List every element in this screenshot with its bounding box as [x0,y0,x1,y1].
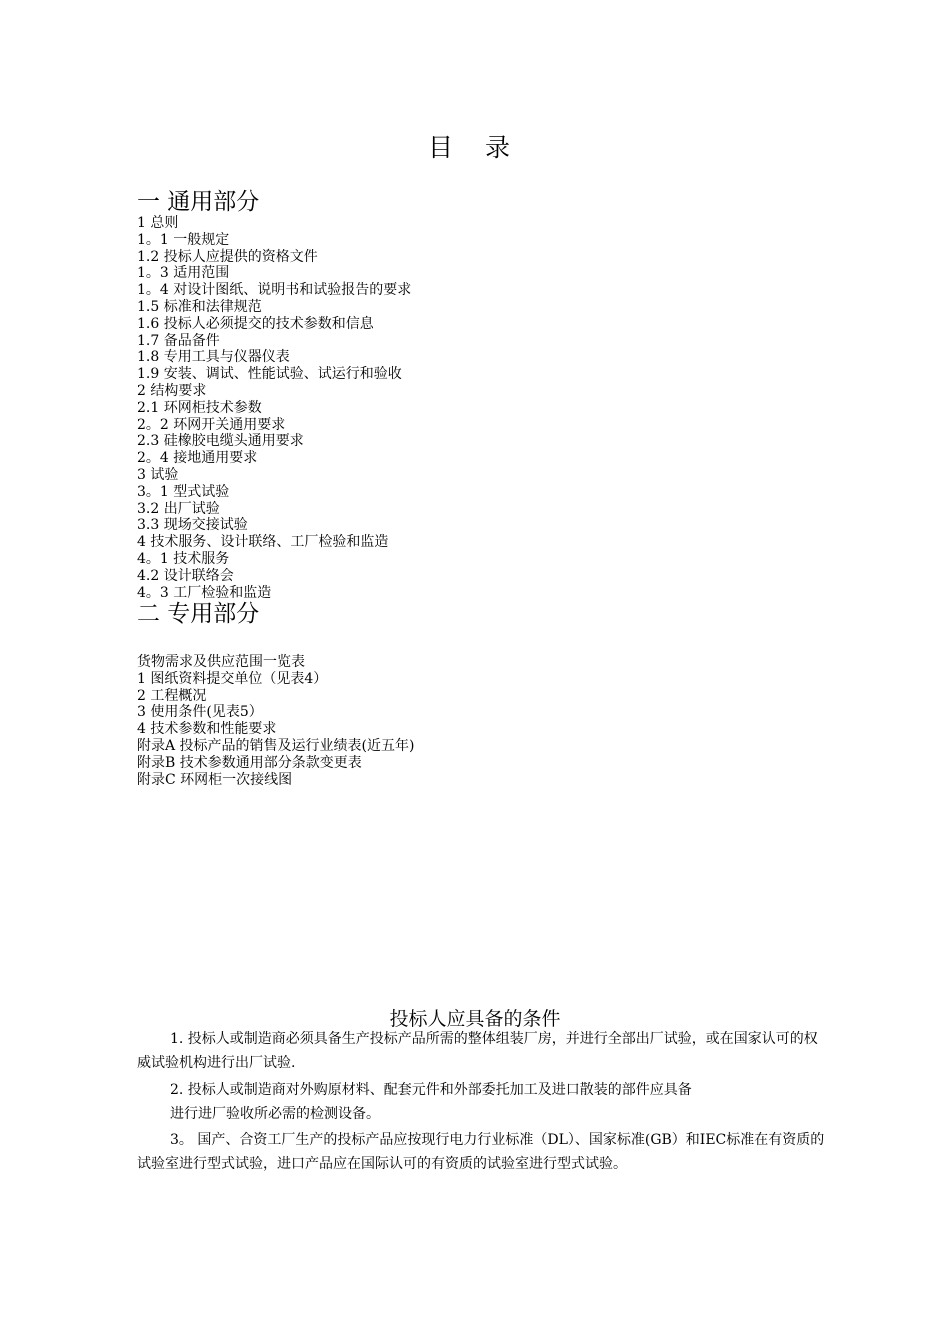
toc-item[interactable]: 4 技术服务、设计联络、工厂检验和监造 [137,534,389,551]
toc-item[interactable]: 附录A 投标产品的销售及运行业绩表(近五年) [137,737,415,754]
toc-item[interactable]: 3。1 型式试验 [137,483,230,500]
toc-item[interactable]: 1。3 适用范围 [137,265,230,282]
toc-item[interactable]: 4 技术参数和性能要求 [137,721,277,738]
toc-item[interactable]: 1.5 标准和法律规范 [137,298,262,315]
toc-item[interactable]: 1 总则 [137,215,179,231]
toc-item[interactable]: 3.3 现场交接试验 [137,517,248,534]
toc-item[interactable]: 4。3 工厂检验和监造 [137,584,272,601]
toc-item[interactable]: 3 使用条件(见表5） [137,704,263,721]
condition-paragraph-2-line-2: 进行进厂验收所必需的检测设备。 [170,1106,380,1122]
conditions-title: 投标人应具备的条件 [389,1008,561,1030]
toc-item[interactable]: 2 结构要求 [137,382,207,399]
general-toc-list [137,215,411,601]
condition-paragraph-2-line-1: 2. 投标人或制造商对外购原材料、配套元件和外部委托加工及进口散装的部件应具备 [170,1082,692,1098]
toc-item[interactable]: 货物需求及供应范围一览表 [137,654,305,670]
toc-item[interactable]: 1.6 投标人必须提交的技术参数和信息 [137,315,374,332]
condition-paragraph-1: 1. 投标人或制造商必须具备生产投标产品所需的整体组装厂房，并进行全部出厂试验，或在国家认可的权威试验机构进行出厂试验. [137,1031,818,1071]
toc-item[interactable]: 4.2 设计联络会 [137,567,234,584]
toc-item[interactable]: 3 试验 [137,466,179,483]
toc-item[interactable]: 3.2 出厂试验 [137,500,220,517]
toc-item[interactable]: 4。1 技术服务 [137,550,230,567]
toc-item[interactable]: 2。2 环网开关通用要求 [137,416,286,433]
toc-item[interactable]: 1。4 对设计图纸、说明书和试验报告的要求 [137,282,412,299]
toc-item[interactable]: 1 图纸资料提交单位（见表4） [137,670,328,687]
special-toc-list [137,654,414,788]
page-title: 目 录 [428,133,522,162]
toc-item[interactable]: 2 工程概况 [137,687,207,704]
toc-item[interactable]: 1.9 安装、调试、性能试验、试运行和验收 [137,366,402,383]
special-section-heading: 二 专用部分 [137,601,260,627]
toc-item[interactable]: 附录C 环网柜一次接线图 [137,771,293,788]
toc-item[interactable]: 2.3 硅橡胶电缆头通用要求 [137,433,304,450]
toc-item[interactable]: 1.8 专用工具与仪器仪表 [137,349,290,366]
toc-item[interactable]: 1.2 投标人应提供的资格文件 [137,248,318,265]
toc-item[interactable]: 1。1 一般规定 [137,231,230,248]
toc-item[interactable]: 附录B 技术参数通用部分条款变更表 [137,754,362,771]
general-section-heading: 一 通用部分 [137,189,260,215]
toc-item[interactable]: 2.1 环网柜技术参数 [137,399,262,416]
toc-item[interactable]: 2。4 接地通用要求 [137,450,258,467]
toc-item[interactable]: 1.7 备品备件 [137,332,220,349]
condition-paragraph-3: 3。 国产、合资工厂生产的投标产品应按现行电力行业标准（DL）、国家标准(GB）和IEC标准在有资质的试验室进行型式试验，进口产品应在国际认可的有资质的试验室进行型式试验。 [137,1132,825,1172]
